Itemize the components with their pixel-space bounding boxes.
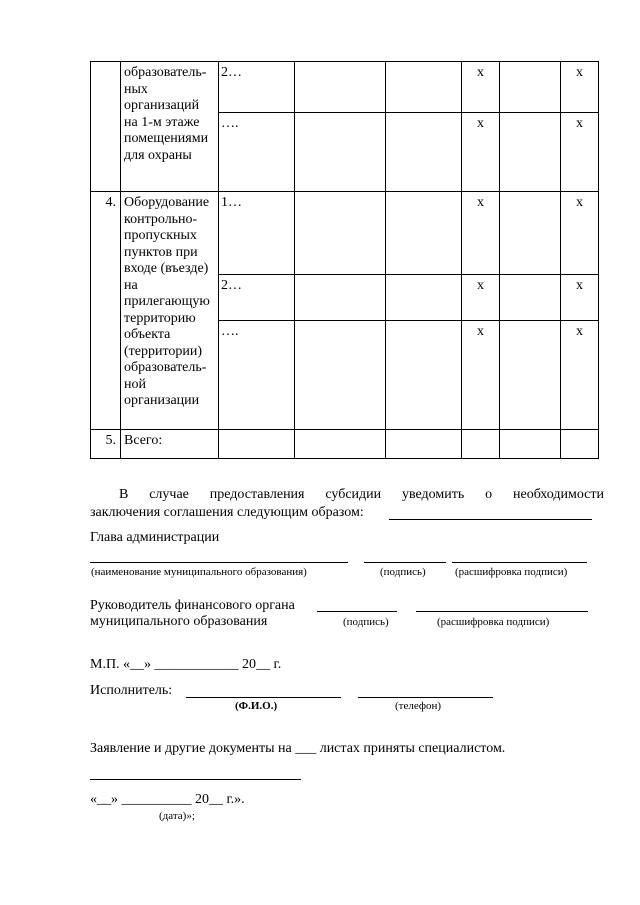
- executor-fio-line[interactable]: [186, 697, 341, 698]
- specialist-line[interactable]: [90, 779, 301, 780]
- table-cell-item: 2…: [219, 62, 295, 113]
- municipality-line[interactable]: [90, 562, 348, 563]
- caption-decoding: (расшифровка подписи): [455, 566, 568, 578]
- notice-blank-line[interactable]: [389, 519, 592, 520]
- table-cell-number: 4.: [91, 192, 121, 430]
- statement-text: Заявление и другие документы на ___ листах приняты специалистом.: [90, 741, 506, 756]
- table-cell-x: х: [462, 275, 500, 321]
- table-cell-x: х: [462, 113, 500, 192]
- table-cell-item: ….: [219, 321, 295, 430]
- table-row-total: [91, 430, 599, 459]
- table-cell-number: 5.: [91, 430, 121, 459]
- caption-municipality: (наименование муниципального образования): [91, 566, 307, 578]
- table-cell-x: х: [561, 192, 599, 275]
- executor-label: Исполнитель:: [90, 683, 173, 698]
- table-cell-item: ….: [219, 113, 295, 192]
- fin-signature-line[interactable]: [317, 611, 397, 612]
- caption-date: (дата)»;: [159, 810, 195, 822]
- decoding-line[interactable]: [452, 562, 587, 563]
- table-row: [91, 192, 599, 275]
- signature-line[interactable]: [364, 562, 446, 563]
- table-cell-x: х: [561, 275, 599, 321]
- table-cell-item: 2…: [219, 275, 295, 321]
- subsidy-table: [90, 61, 599, 459]
- table-cell-x: х: [462, 192, 500, 275]
- caption-fio: (Ф.И.О.): [235, 700, 278, 712]
- caption-fin-signature: (подпись): [343, 616, 389, 628]
- final-date-line: «__» __________ 20__ г.».: [90, 792, 245, 807]
- table-cell-name: Оборудование контрольно-пропускных пунктов при входе (въезде) на прилегающую территорию объекта (территории) образователь-ной организации: [121, 192, 219, 430]
- table-row: [91, 62, 599, 113]
- caption-phone: (телефон): [395, 700, 442, 712]
- fin-decoding-line[interactable]: [416, 611, 588, 612]
- fin-head-label-line2: муниципального образования: [90, 614, 268, 629]
- table-cell-x: х: [561, 62, 599, 113]
- table-cell-x: х: [561, 321, 599, 430]
- caption-fin-decoding: (расшифровка подписи): [437, 616, 550, 628]
- executor-phone-line[interactable]: [358, 697, 493, 698]
- table-cell-x: х: [462, 321, 500, 430]
- seal-date-line: М.П. «__» ____________ 20__ г.: [90, 657, 282, 672]
- table-cell-x: х: [462, 62, 500, 113]
- table-cell-name: образователь-ных организаций на 1-м этаже помещениями для охраны: [121, 62, 219, 192]
- table-cell-item: 1…: [219, 192, 295, 275]
- caption-signature: (подпись): [380, 566, 426, 578]
- notice-paragraph-line2: заключения соглашения следующим образом:: [90, 505, 364, 520]
- notice-paragraph-line1: В случае предоставления субсидии уведомить о необходимости: [119, 487, 604, 502]
- fin-head-label-line1: Руководитель финансового органа: [90, 598, 295, 613]
- head-label: Глава администрации: [90, 530, 220, 545]
- table-cell-number: [91, 62, 121, 192]
- table-cell-total-label: Всего:: [121, 430, 219, 459]
- table-cell-x: х: [561, 113, 599, 192]
